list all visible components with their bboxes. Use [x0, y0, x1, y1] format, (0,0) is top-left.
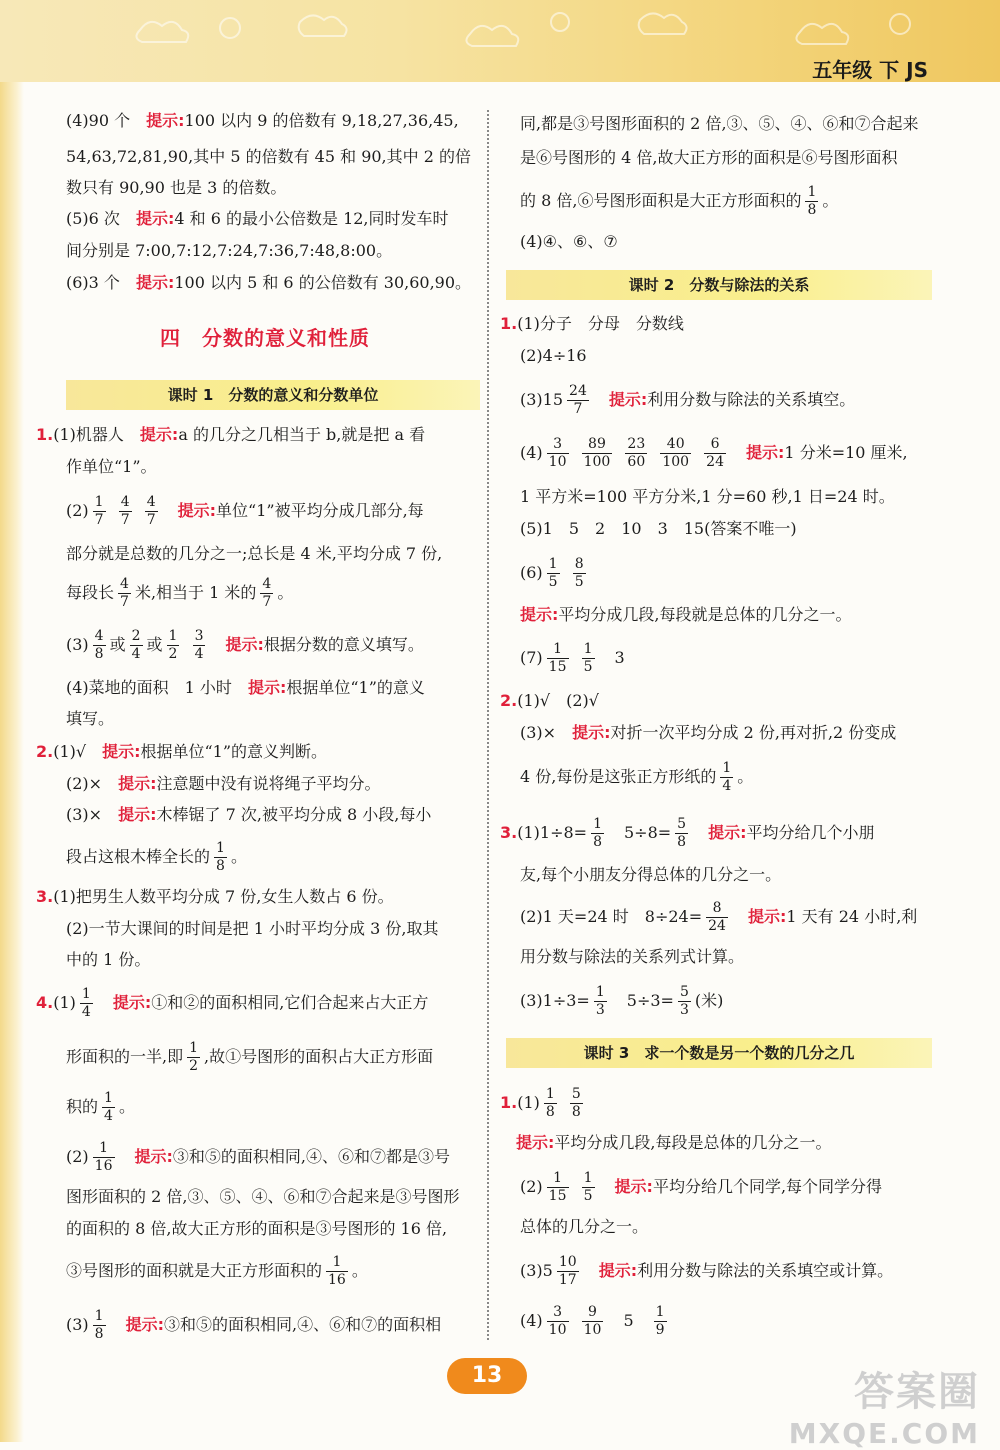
answer-line: 数只有 90,90 也是 3 的倍数。 [66, 178, 287, 197]
answer-line: (6) $\frac{1}{5}$ $\frac{8}{5}$ [520, 556, 584, 590]
answer-line: (3)× 提示:木棒锯了 7 次,被平均分成 8 小段,每小 [66, 805, 432, 824]
left-strip [0, 82, 24, 1442]
answer-line: 3.(1)把男生人数平均分成 7 份,女生人数占 6 份。 [36, 887, 394, 906]
answer-line: 4 份,每份是这张正方形纸的 $\frac{1}{4}$ 。 [520, 760, 754, 794]
answer-line: 的 8 倍,⑥号图形面积是大正方形面积的 $\frac{1}{8}$ 。 [520, 184, 839, 218]
answer-line: 54,63,72,81,90,其中 5 的倍数有 45 和 90,其中 2 的倍 [66, 147, 471, 166]
watermark [789, 1360, 980, 1450]
answer-line: 填写。 [66, 709, 115, 728]
answer-line: 1.(1)机器人 提示:a 的几分之几相当于 b,就是把 a 看 [36, 425, 426, 444]
watermark-text: 答案圈 [854, 1369, 980, 1415]
page-number: 13 [447, 1358, 527, 1394]
answer-line: 4.(1) $\frac{1}{4}$ 提示:①和②的面积相同,它们合起来占大正方 [36, 986, 429, 1020]
answer-line: 提示:平均分成几段,每段是总体的几分之一。 [516, 1133, 832, 1152]
answer-line: 用分数与除法的关系列式计算。 [520, 947, 745, 966]
lesson-title: 课时 1 分数的意义和分数单位 [66, 380, 480, 410]
answer-line: (2)一节大课间的时间是把 1 小时平均分成 3 份,取其 [66, 919, 439, 938]
header-band [0, 0, 1000, 82]
grade-label: 五年级 下 JS [812, 58, 928, 82]
answer-line: 中的 1 份。 [66, 950, 151, 969]
answer-line: 总体的几分之一。 [520, 1217, 649, 1236]
lesson-title: 课时 3 求一个数是另一个数的几分之几 [506, 1038, 932, 1068]
answer-line: (4)90 个 提示:100 以内 9 的倍数有 9,18,27,36,45, [66, 111, 459, 130]
answer-line: 的面积的 8 倍,故大正方形的面积是③号图形的 16 倍, [66, 1219, 448, 1238]
answer-line: (2) $\frac{1}{16}$ 提示:③和⑤的面积相同,④、⑥和⑦都是③号 [66, 1140, 451, 1174]
answer-line: (4) $\frac{3}{10}$ $\frac{89}{100}$ $\frac{23}{60}$ $\frac{40}{100}$ $\frac{6}{24}$ 提示:1 分米=10 厘米, [520, 436, 908, 470]
answer-line: (5)1 5 2 10 3 15(答案不唯一) [520, 519, 797, 538]
answer-line: 形面积的一半,即 $\frac{1}{2}$ ,故①号图形的面积占大正方形面 [66, 1040, 434, 1074]
answer-line: 2.(1)√ 提示:根据单位“1”的意义判断。 [36, 742, 328, 761]
answer-line: (5)6 次 提示:4 和 6 的最小公倍数是 12,同时发车时 [66, 209, 449, 228]
answer-line: (7) $\frac{1}{15}$ $\frac{1}{5}$ 3 [520, 641, 625, 675]
answer-line: (3) $\frac{4}{8}$ 或 $\frac{2}{4}$ 或 $\frac{1}{2}$ $\frac{3}{4}$ 提示:根据分数的意义填写。 [66, 628, 424, 662]
answer-line: 友,每个小朋友分得总体的几分之一。 [520, 865, 782, 884]
answer-line: (2)1 天=24 时 8÷24= $\frac{8}{24}$ 提示:1 天有 24 小时,利 [520, 900, 918, 934]
answer-line: 图形面积的 2 倍,③、⑤、④、⑥和⑦合起来是③号图形 [66, 1187, 460, 1206]
answer-line: 2.(1)√ (2)√ [500, 691, 599, 710]
answer-line: (4)菜地的面积 1 小时 提示:根据单位“1”的意义 [66, 678, 425, 697]
answer-line: (2) $\frac{1}{15}$ $\frac{1}{5}$ 提示:平均分给几个同学,每个同学分得 [520, 1170, 883, 1204]
answer-line: (6)3 个 提示:100 以内 5 和 6 的公倍数有 30,60,90。 [66, 273, 472, 292]
answer-line: 是⑥号图形的 4 倍,故大正方形的面积是⑥号图形面积 [520, 148, 898, 167]
answer-line: (4) $\frac{3}{10}$ $\frac{9}{10}$ 5 $\frac{1}{9}$ [520, 1304, 665, 1338]
answer-line: ③号图形的面积就是大正方形面积的 $\frac{1}{16}$ 。 [66, 1254, 368, 1288]
answer-line: 1.(1) $\frac{1}{8}$ $\frac{5}{8}$ [500, 1086, 581, 1120]
answer-line: 间分别是 7:00,7:12,7:24,7:36,7:48,8:00。 [66, 241, 393, 260]
answer-line: (3) $\frac{1}{8}$ 提示:③和⑤的面积相同,④、⑥和⑦的面积相 [66, 1308, 442, 1342]
answer-line: 段占这根木棒全长的 $\frac{1}{8}$ 。 [66, 840, 247, 874]
answer-line: (2)× 提示:注意题中没有说将绳子平均分。 [66, 774, 381, 793]
answer-line: 部分就是总数的几分之一;总长是 4 米,平均分成 7 份, [66, 544, 443, 563]
answer-line: (4)④、⑥、⑦ [520, 232, 618, 251]
answer-line: (3)× 提示:对折一次平均分成 2 份,再对折,2 份变成 [520, 723, 897, 742]
answer-line: 1.(1)分子 分母 分数线 [500, 314, 684, 333]
answer-line: 每段长 $\frac{4}{7}$ 米,相当于 1 米的 $\frac{4}{7}$ 。 [66, 576, 294, 610]
answer-line: (3)1÷3= $\frac{1}{3}$ 5÷3= $\frac{5}{3}$ (米) [520, 984, 724, 1018]
answer-line: (2)4÷16 [520, 346, 587, 365]
answer-line: (2) $\frac{1}{7}$ $\frac{4}{7}$ $\frac{4}{7}$ 提示:单位“1”被平均分成几部分,每 [66, 494, 424, 528]
column-divider [487, 110, 489, 1340]
answer-line: 3.(1)1÷8= $\frac{1}{8}$ 5÷8= $\frac{5}{8}$ 提示:平均分给几个小朋 [500, 816, 875, 850]
answer-line: 积的 $\frac{1}{4}$ 。 [66, 1090, 135, 1124]
answer-line: 作单位“1”。 [66, 457, 157, 476]
answer-line: 同,都是③号图形面积的 2 倍,③、⑤、④、⑥和⑦合起来 [520, 114, 919, 133]
chapter-title: 四 分数的意义和性质 [160, 326, 370, 350]
answer-line: (3)15 $\frac{24}{7}$ 提示:利用分数与除法的关系填空。 [520, 383, 856, 417]
watermark-url: MXQE.COM [788, 1417, 980, 1450]
answer-line: 提示:平均分成几段,每段就是总体的几分之一。 [520, 605, 852, 624]
answer-line: (3)5 $\frac{10}{17}$ 提示:利用分数与除法的关系填空或计算。 [520, 1254, 894, 1288]
lesson-title: 课时 2 分数与除法的关系 [506, 270, 932, 300]
answer-line: 1 平方米=100 平方分米,1 分=60 秒,1 日=24 时。 [520, 487, 895, 506]
